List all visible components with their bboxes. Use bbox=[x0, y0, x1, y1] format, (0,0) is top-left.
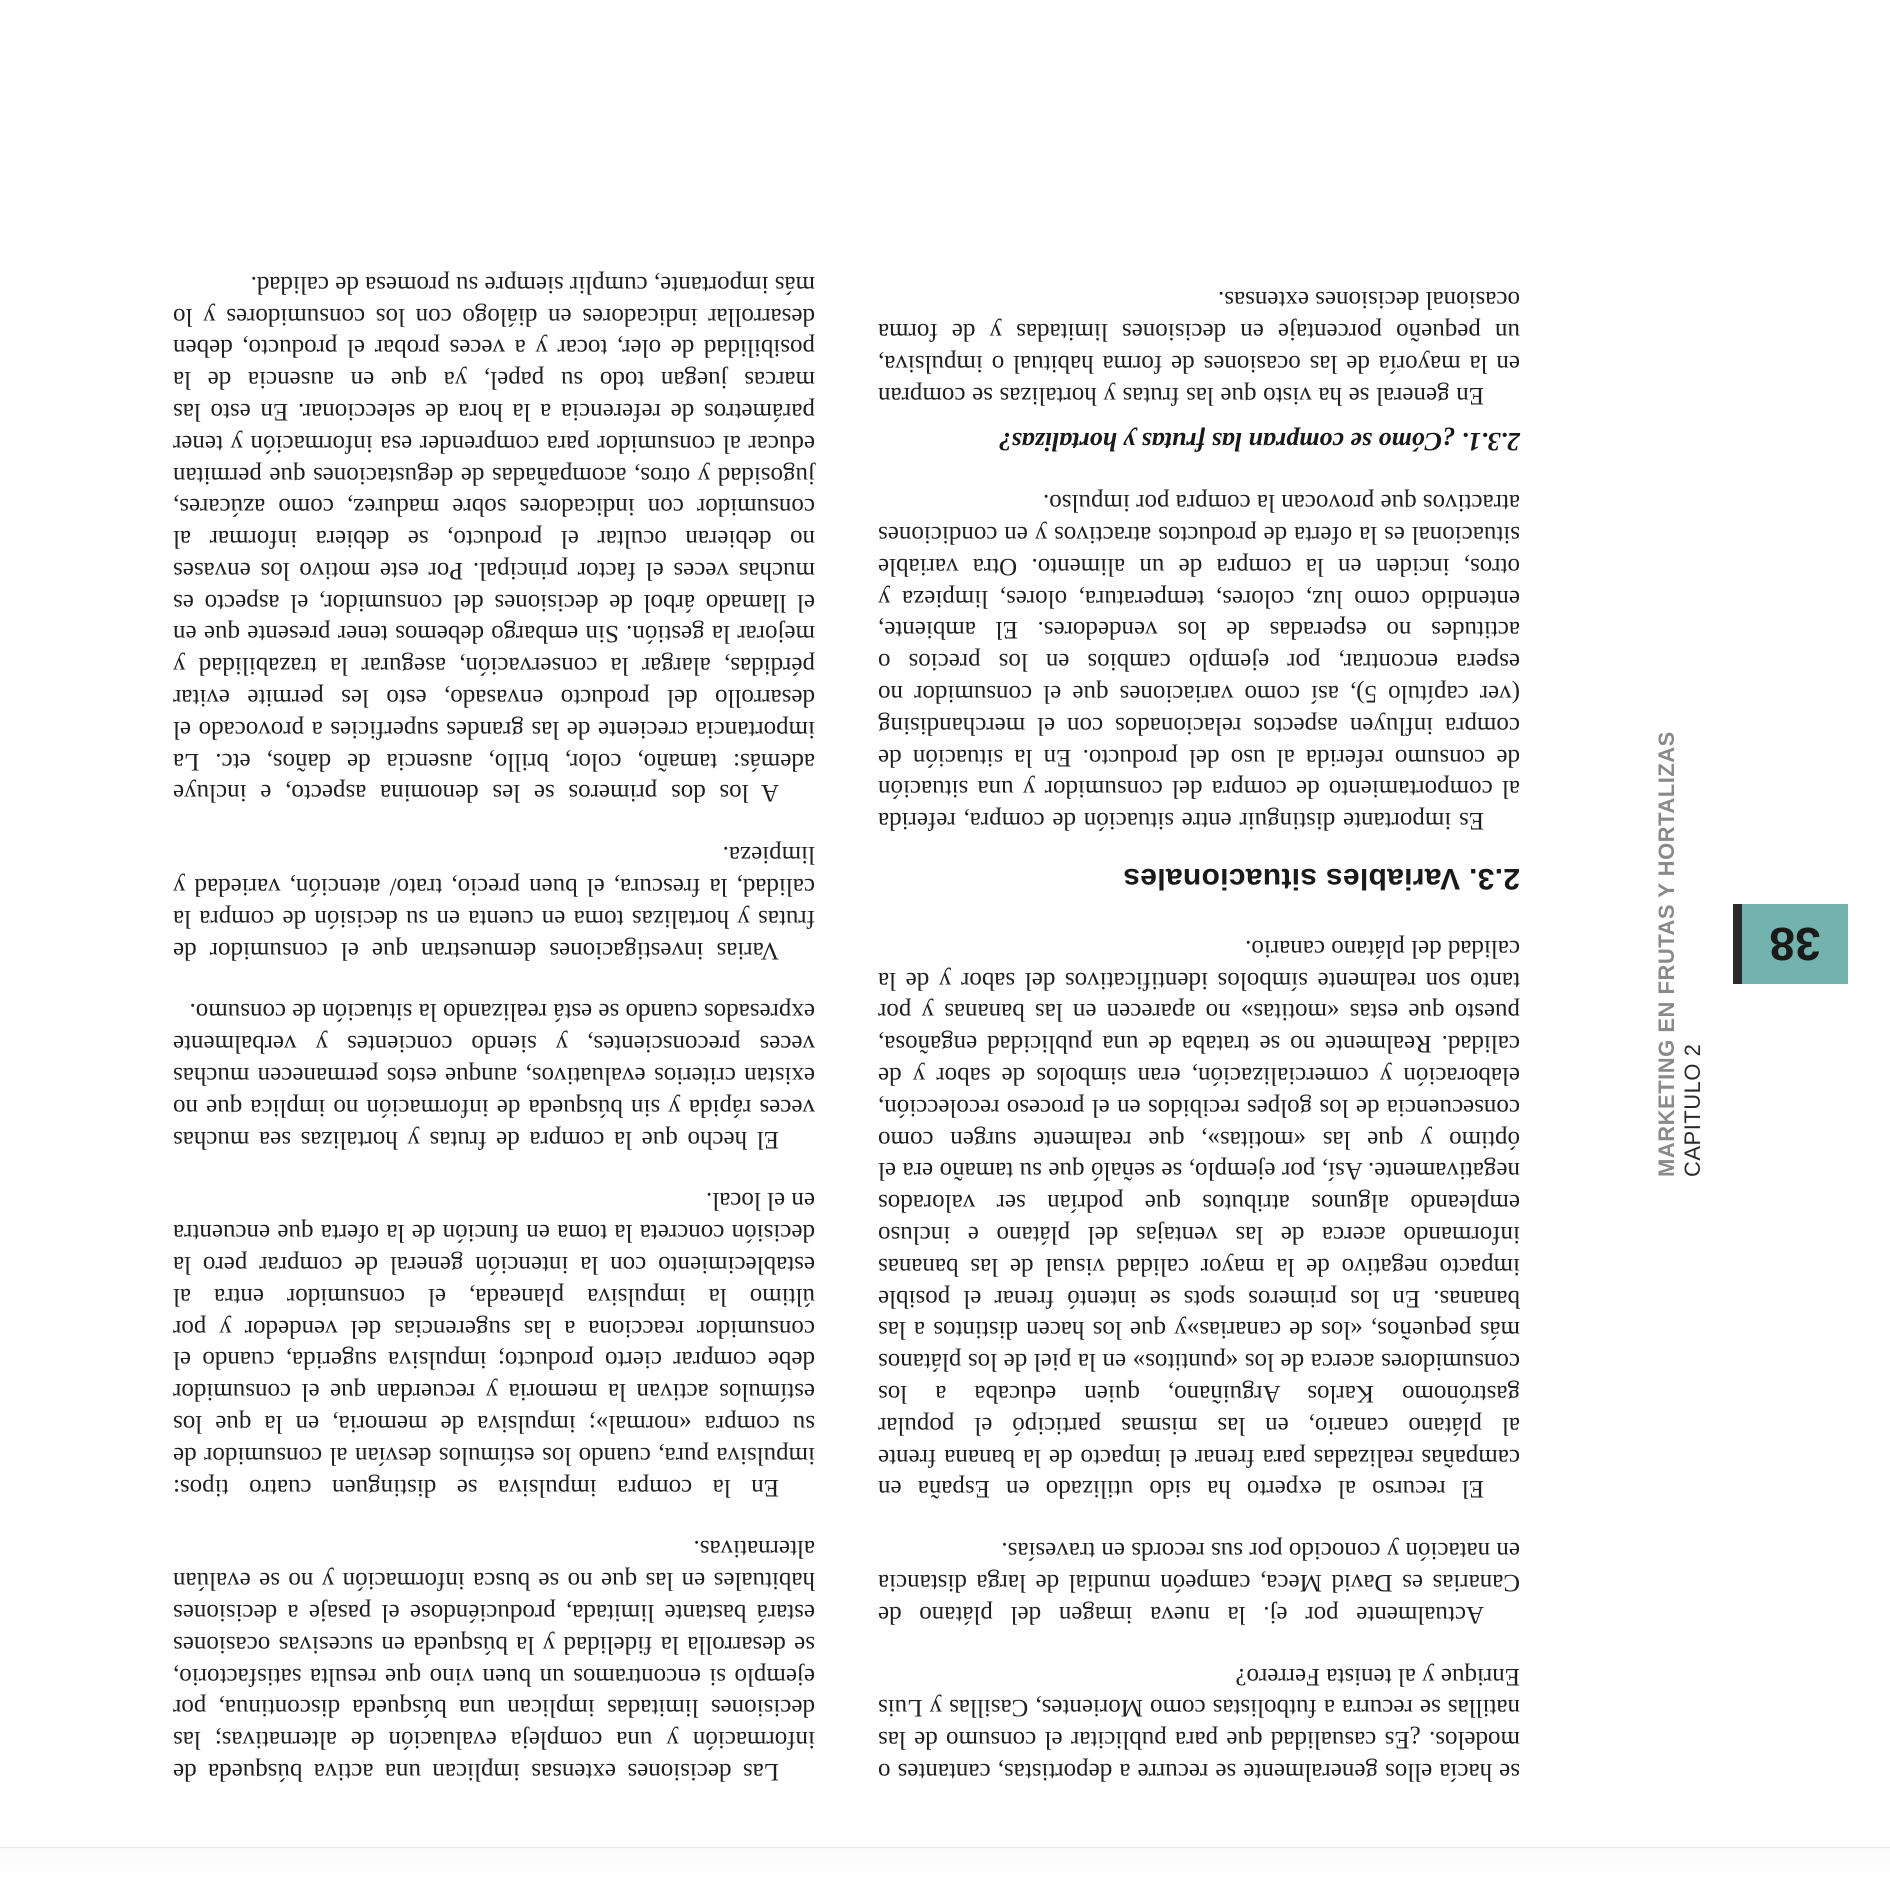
running-header bbox=[1654, 697, 1718, 1177]
right-column bbox=[173, 238, 815, 1787]
paragraph: Las decisiones extensas implican una activa búsqueda de información y una compleja evaluación de alternativas; las decisiones limitadas implican una búsqueda discontinua, por ejemplo si encontramos un buen vino que resulta satisfactorio, se desarrolla la fidelidad y la búsqueda en sucesivas ocasiones estará bastante limitada, produciéndose el pasaje a decisiones habituales en las que no se busca información y no se evalúan alternativas. bbox=[173, 1535, 815, 1785]
page-number-badge bbox=[1733, 904, 1848, 984]
paragraph: Es importante distinguir entre situación de compra, referida al comportamiento de compra del consumidor y una situación de consumo referida al uso del producto. En la situación de compra influyen aspectos relacionados con el merchandising (ver capítulo 5), así como variaciones que el consumidor no espera encontrar, por ejemplo cambios en los precios o actitudes no esperadas de los vendedores. El ambiente, entendido como luz, colores, temperatura, olores, limpieza y otros, inciden en la compra de un alimento. Otra variable situacional es la oferta de productos atractivos y en condiciones atractivos que provocan la compra por impulso. bbox=[878, 489, 1520, 835]
paragraph: En general se ha visto que las frutas y hortalizas se compran en la mayoría de las ocasiones de forma habitual o impulsiva, un pequeño porcentaje en decisiones limitadas y de forma ocasional decisiones extensas. bbox=[878, 286, 1520, 409]
paragraph: El hecho que la compra de frutas y hortalizas sea muchas veces rápida y sin búsqueda de información no implica que no existan criterios evaluativos, aunque estos permanecen muchas veces preconscientes, y siendo concientes y verbalmente expresados cuando se está realizando la situación de consumo. bbox=[173, 998, 815, 1153]
scan-edge bbox=[0, 1847, 1890, 1892]
paragraph: El recurso al experto ha sido utilizado en España en campañas realizadas para frenar el impacto de la banana frente al plátano canario, en las mismas participó el popular gastrónomo Karlos Arguiñano, quien educaba a los consumidores acerca de los «puntitos» en la piel de los plátanos más pequeños, «los de canarias»y que los hacen distintos a las bananas. En los primeros spots se intentó frenar el posible impacto negativo de la mayor calidad visual de las bananas informando acerca de las ventajas del plátano e incluso empleando algunos atributos que podrían ser valorados negativamente. Así, por ejemplo, se señaló que su tamaño era el óptimo y que las «motitas», que realmente surgen como consecuencia de los golpes recibidos en el proceso recolección, elaboración y comercialización, eran simbolos de sabor y de calidad. Realmente no se trataba de una publicidad engañosa, puesto que estas «motitas» no aparecen en las bananas y por tanto son realmente símbolos identificativos del sabor y de la calidad del plátano canario. bbox=[878, 934, 1520, 1503]
left-column bbox=[878, 254, 1520, 1787]
paragraph: Actualmente por ej. la nueva imagen del plátano de Canarias es David Meca, campeón mundial de larga distancia en natación y conocido por sus records en travesías. bbox=[878, 1537, 1520, 1628]
chapter-label: CAPITULO 2 bbox=[1680, 1043, 1705, 1177]
paragraph: En la compra impulsiva se distinguen cuatro tipos: impulsiva pura, cuando los estímulos desvían al consumidor de su compra «normal»; impulsiva de memoria, en la que los estímulos activan la memoria y recuerdan que el consumidor debe comprar cierto producto; impulsiva sugerida, cuando el consumidor reacciona a las sugerencias del vendedor y por último la impulsiva planeada, el consumidor entra al establecimiento con la intención general de comprar pero la decisión concreta la toma en función de la oferta que encuentra en el local. bbox=[173, 1187, 815, 1501]
section-title: 2.3. Variables situacionales bbox=[1123, 862, 1520, 896]
paragraph: A los dos primeros se les denomina aspecto, e incluye además: tamaño, color, brillo, ausencia de daños, etc. La importancia creciente de las grandes superficies a provocado el desarrollo del producto envasado, esto les permite evitar pérdidas, alargar la conservación, asegurar la trazabilidad y mejorar la gestión. Sin embargo debemos tener presente que en el llamado árbol de decisiones del consumidor, el aspecto es muchas veces el factor principal. Por este motivo los envases no debieran ocultar el producto, se debiera informar al consumidor con indicadores sobre madurez, como azúcares, jugosidad y otros, acompañadas de degustaciones que permitan educar al consumidor para comprender esa información y tener parámetros de referencia a la hora de seleccionar. En esto las marcas juegan todo su papel, ya que en ausencia de la posibilidad de oler, tocar y a veces probar el producto, deben desarrollar indicadores en diálogo con los consumidores y lo más importante, cumplir siempre su promesa de calidad. bbox=[173, 270, 815, 807]
page-number: 38 bbox=[1769, 918, 1821, 970]
book-title: MARKETING EN FRUTAS Y HORTALIZAS bbox=[1654, 731, 1679, 1177]
subsection-title: 2.3.1. ¿Cómo se compran las frutas y hortalizas? bbox=[998, 426, 1520, 456]
paragraph: se hacía ellos generalmente se recurre a deportistas, cantantes o modelos. ¿Es casualidad que para publicitar el consumo de las natillas se recurra a futbolistas como Morientes, Casillas y Luis Enrique y al tenista Ferrero? bbox=[878, 1662, 1520, 1785]
paragraph: Varias investigaciones demuestran que el consumidor de frutas y hortalizas toma en cuenta en su decisión de compra la calidad, la frescura, el buen precio, trato/ atención, variedad y limpieza. bbox=[173, 841, 815, 964]
